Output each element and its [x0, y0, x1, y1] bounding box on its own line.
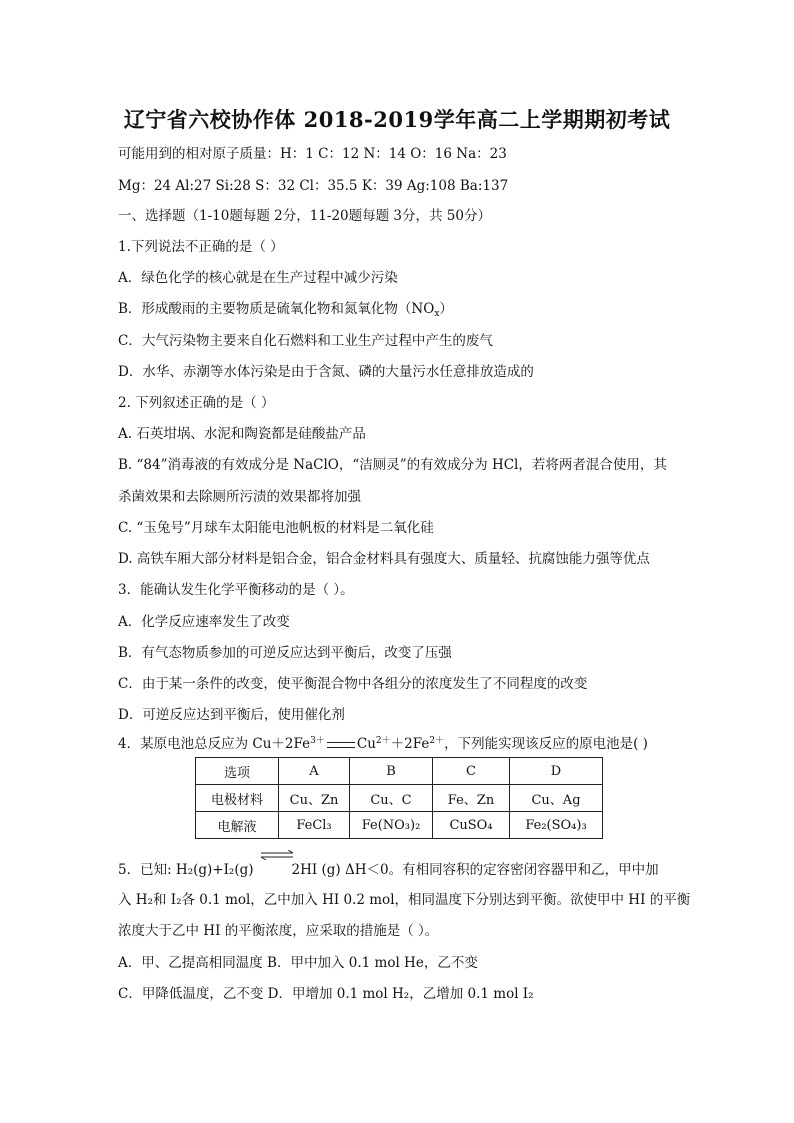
q4-stem-start: 4．某原电池总反应为 Cu＋2Fe	[118, 736, 311, 752]
section-heading: 一、选择题（1-10题每题 2分，11-20题每题 3分，共 50分）	[118, 208, 491, 224]
q4-stem-fe: ＋2Fe	[390, 736, 430, 752]
equals-icon	[327, 738, 355, 752]
q5-options-ab: A．甲、乙提高相同温度 B．甲中加入 0.1 mol He，乙不变	[118, 955, 478, 971]
q4-stem	[118, 731, 648, 754]
table-cell: Cu、Zn	[279, 785, 350, 812]
table-cell: Fe₂(SO₄)₃	[510, 812, 603, 839]
table-cell: Fe、Zn	[433, 785, 510, 812]
q4-charge-fe3: 3＋	[310, 736, 325, 746]
q3-option-b: B．有气态物质参加的可逆反应达到平衡后，改变了压强	[118, 645, 452, 661]
q1-stem: 1.下列说法不正确的是（ ）	[118, 239, 284, 255]
q2-option-c: C. “玉兔号”月球车太阳能电池帆板的材料是二氧化硅	[118, 520, 434, 536]
q1-option-b	[118, 299, 453, 324]
q2-stem: 2. 下列叙述正确的是（ ）	[118, 395, 275, 411]
q1-option-c: C．大气污染物主要来自化石燃料和工业生产过程中产生的废气	[118, 333, 493, 349]
table-cell: Fe(NO₃)₂	[350, 812, 433, 839]
q5-stem-line-1	[118, 860, 659, 880]
q5-stem-line-3: 浓度大于乙中 HI 的平衡浓度，应采取的措施是（ ）。	[118, 923, 439, 939]
table-header-cell: 选项	[196, 758, 279, 785]
table-row-label: 电极材料	[196, 785, 279, 812]
q4-stem-end: ，下列能实现该反应的原电池是( )	[444, 736, 648, 752]
q5-options-cd: C．甲降低温度，乙不变 D．甲增加 0.1 mol H₂，乙增加 0.1 mol I₂	[118, 986, 534, 1002]
table-row	[196, 785, 603, 812]
q1-option-b-close: ）	[439, 301, 453, 317]
page-title: 辽宁省六校协作体 2018-2019学年高二上学期期初考试	[123, 107, 671, 132]
table-header-cell: A	[279, 758, 350, 785]
table-cell: FeCl₃	[279, 812, 350, 839]
table-header-cell: D	[510, 758, 603, 785]
q3-stem: 3．能确认发生化学平衡移动的是（ ）。	[118, 582, 354, 598]
q1-option-b-subscript: x	[434, 309, 440, 319]
table-cell: CuSO₄	[433, 812, 510, 839]
q2-option-b-line-2: 杀菌效果和去除厕所污渍的效果都将加强	[118, 489, 361, 505]
q3-option-a: A．化学反应速率发生了改变	[118, 614, 290, 630]
table-header-cell: B	[350, 758, 433, 785]
q1-option-a: A．绿色化学的核心就是在生产过程中减少污染	[118, 270, 398, 286]
q5-reaction-right: 2HI (g) ΔH＜0。有相同容积的定容密闭容器甲和乙，甲中加	[291, 862, 659, 878]
atomic-masses-line-2: Mg：24 Al:27 Si:28 S：32 Cl：35.5 K：39 Ag:108 Ba:137	[118, 178, 509, 194]
table-row	[196, 812, 603, 839]
q4-charge-cu2: 2＋	[375, 736, 391, 746]
table-cell: Cu、C	[350, 785, 433, 812]
q4-options-table	[195, 757, 603, 839]
table-header-row	[196, 758, 603, 785]
q2-option-d: D. 高铁车厢大部分材料是铝合金，铝合金材料具有强度大、质量轻、抗腐蚀能力强等优点	[118, 551, 650, 567]
q4-stem-cu: Cu	[356, 736, 376, 752]
atomic-masses-line-1: 可能用到的相对原子质量：H：1 C：12 N：14 O：16 Na：23	[118, 146, 507, 162]
q2-option-b-line-1: B. “84”消毒液的有效成分是 NaClO，“洁厕灵”的有效成分为 HCl，若将两者混合使用，其	[118, 457, 667, 473]
table-header-cell: C	[433, 758, 510, 785]
q5-stem-line-2: 入 H₂和 I₂各 0.1 mol，乙中加入 HI 0.2 mol，相同温度下分别达到平衡。欲使甲中 HI 的平衡	[118, 892, 691, 908]
q2-option-a: A. 石英坩埚、水泥和陶瓷都是硅酸盐产品	[118, 426, 366, 442]
q3-option-c: C．由于某一条件的改变，使平衡混合物中各组分的浓度发生了不同程度的改变	[118, 676, 588, 692]
table-row-label: 电解液	[196, 812, 279, 839]
reversible-arrow-icon	[260, 850, 294, 860]
q4-charge-fe2: 2＋	[429, 736, 445, 746]
table-cell: Cu、Ag	[510, 785, 603, 812]
q5-reaction-left: 5．已知: H₂(g)+I₂(g)	[118, 862, 254, 878]
q1-option-d: D．水华、赤潮等水体污染是由于含氮、磷的大量污水任意排放造成的	[118, 364, 534, 380]
q1-option-b-text: B．形成酸雨的主要物质是硫氧化物和氮氧化物（NO	[118, 301, 435, 317]
q3-option-d: D．可逆反应达到平衡后，使用催化剂	[118, 707, 345, 723]
